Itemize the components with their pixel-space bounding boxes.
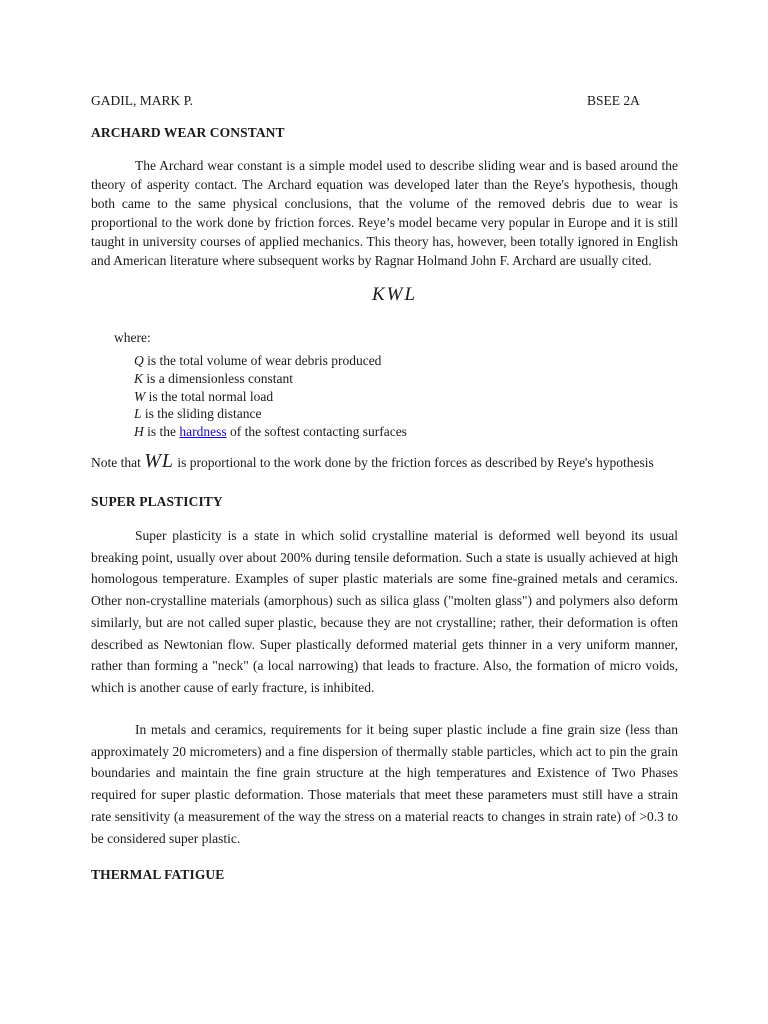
- note-symbol: WL: [144, 450, 175, 472]
- variable-symbol: W: [134, 388, 146, 404]
- variable-description: of the softest contacting surfaces: [226, 424, 407, 440]
- note-suffix: is proportional to the work done by the friction forces as described by Reye's hypothesis: [174, 455, 654, 470]
- variable-item: [134, 352, 407, 370]
- section-title-thermal-fatigue: THERMAL FATIGUE: [91, 867, 225, 882]
- archard-formula: KWL: [372, 284, 418, 305]
- section-title-super-plasticity: SUPER PLASTICITY: [91, 494, 223, 509]
- where-label: where:: [114, 330, 151, 345]
- variable-symbol: L: [134, 406, 142, 422]
- variable-item: [134, 423, 407, 441]
- paragraph-archard-text: The Archard wear constant is a simple model used to describe sliding wear and is based around the theory of asperity contact. The Archard equation was developed later than the Reye's hypothesis, though both came to the same physical conclusions, that the volume of the removed debris due to wear is proportional to the work done by friction forces. Reye’s model became very popular in Europe and it is still taught in university courses of applied mechanics. This theory has, however, been totally ignored in English and American literature where subsequent works by Ragnar Holmand John F. Archard are usually cited.: [91, 158, 678, 268]
- variable-item: [134, 370, 407, 388]
- variable-description-pre: is the: [143, 424, 180, 440]
- variable-symbol: H: [134, 424, 144, 440]
- variable-description: is the total normal load: [145, 388, 274, 404]
- hardness-link[interactable]: hardness: [179, 424, 227, 440]
- paragraph-super-plasticity-2: [91, 719, 678, 849]
- variable-description: is the sliding distance: [141, 406, 262, 422]
- paragraph-super-plasticity-1-text: Super plasticity is a state in which solid crystalline material is deformed well beyond its usual breaking point, usually over about 200% during tensile deformation. Such a state is usually achieved at high homologous temperature. Examples of super plastic materials are some fine-grained metals and ceramics. Other non-crystalline materials (amorphous) such as silica glass ("molten glass") and polymers also deform similarly, but are not called super plastic, because they are not crystalline; rather, their deformation is often described as Newtonian flow. Super plastically deformed material gets thinner in a very uniform manner, rather than forming a "neck" (a local narrowing) that leads to fracture. Also, the formation of micro voids, which is another cause of early fracture, is inhibited.: [91, 528, 678, 695]
- variable-list: [134, 352, 407, 441]
- variable-symbol: Q: [134, 353, 144, 368]
- note-line: [91, 450, 654, 473]
- student-name: GADIL, MARK P.: [91, 93, 194, 108]
- variable-item: [134, 388, 407, 406]
- student-class: BSEE 2A: [587, 93, 640, 108]
- note-prefix: Note that: [91, 455, 145, 470]
- paragraph-super-plasticity-2-text: In metals and ceramics, requirements for it being super plastic include a fine grain size (less than approximately 20 micrometers) and a fine dispersion of thermally stable particles, which act to pin the grain boundaries and maintain the fine grain structure at the high temperatures and Existence of Two Phases required for super plastic deformation. Those materials that meet these parameters must still have a strain rate sensitivity (a measurement of the way the stress on a material reacts to changes in strain rate) of >0.3 to be considered super plastic.: [91, 722, 678, 846]
- variable-description: is a dimensionless constant: [143, 370, 293, 386]
- paragraph-super-plasticity-1: [91, 525, 678, 699]
- variable-description: is the total volume of wear debris produced: [143, 353, 382, 368]
- section-title-archard: ARCHARD WEAR CONSTANT: [91, 125, 285, 140]
- paragraph-archard: [91, 156, 678, 270]
- variable-symbol: K: [134, 370, 144, 386]
- variable-item: [134, 405, 407, 423]
